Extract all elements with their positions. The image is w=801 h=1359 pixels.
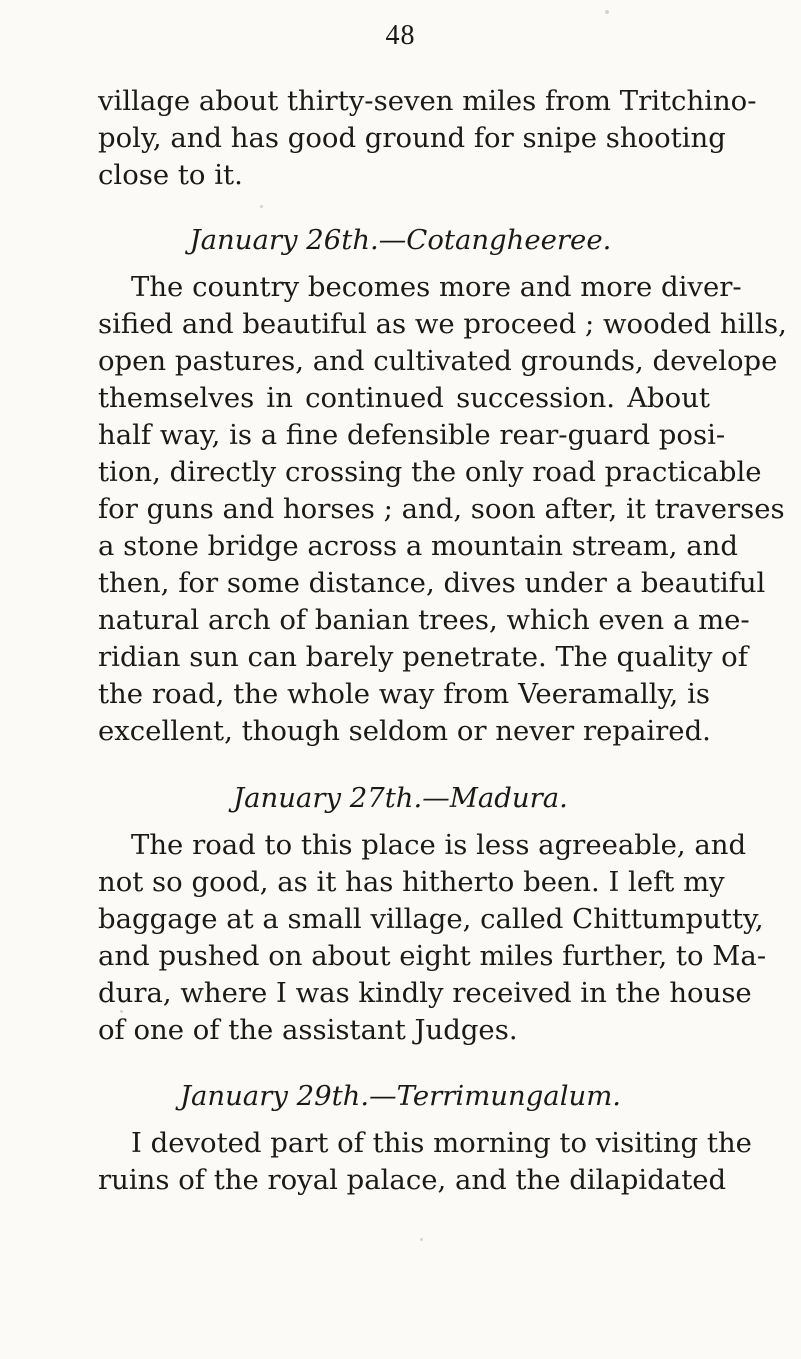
- text-line: a stone bridge across a mountain stream, and: [98, 530, 738, 562]
- text-line: for guns and horses ; and, soon after, it traverses: [98, 493, 785, 525]
- text-line: themselves in continued succession. About: [98, 382, 710, 414]
- entry-heading: January 29th.—Terrimungalum.: [179, 1080, 622, 1112]
- text-line: I devoted part of this morning to visiting the: [131, 1127, 752, 1159]
- text-line: village about thirty-seven miles from Tritchino-: [98, 85, 757, 117]
- text-line: baggage at a small village, called Chittumputty,: [98, 903, 764, 935]
- entry-heading: January 26th.—Cotangheeree.: [189, 224, 612, 256]
- text-line: then, for some distance, dives under a beautiful: [98, 567, 766, 599]
- text-line: sified and beautiful as we proceed ; wooded hills,: [98, 308, 787, 340]
- text-line: poly, and has good ground for snipe shooting: [98, 122, 726, 154]
- text-line: ruins of the royal palace, and the dilapidated: [98, 1164, 727, 1196]
- paper-speck: [120, 1010, 123, 1013]
- text-line: open pastures, and cultivated grounds, develope: [98, 345, 778, 377]
- text-line: dura, where I was kindly received in the house: [98, 977, 752, 1009]
- text-line: of one of the assistant Judges.: [98, 1014, 518, 1046]
- text-line: the road, the whole way from Veeramally, is: [98, 678, 710, 710]
- text-line: half way, is a fine defensible rear-guard posi-: [98, 419, 726, 451]
- text-line: tion, directly crossing the only road practicable: [98, 456, 762, 488]
- paper-speck: [420, 1238, 423, 1241]
- text-line: The road to this place is less agreeable, and: [131, 829, 747, 861]
- page-number: 48: [385, 20, 416, 51]
- entry-heading: January 27th.—Madura.: [233, 782, 568, 814]
- text-line: excellent, though seldom or never repaired.: [98, 715, 711, 747]
- text-line: natural arch of banian trees, which even a me-: [98, 604, 750, 636]
- text-line: not so good, as it has hitherto been. I left my: [98, 866, 725, 898]
- paper-speck: [605, 10, 609, 14]
- text-line: and pushed on about eight miles further, to Ma-: [98, 940, 767, 972]
- paper-speck: [260, 205, 263, 208]
- text-line: close to it.: [98, 159, 243, 191]
- text-line: The country becomes more and more diver-: [131, 271, 742, 303]
- text-line: ridian sun can barely penetrate. The quality of: [98, 641, 748, 673]
